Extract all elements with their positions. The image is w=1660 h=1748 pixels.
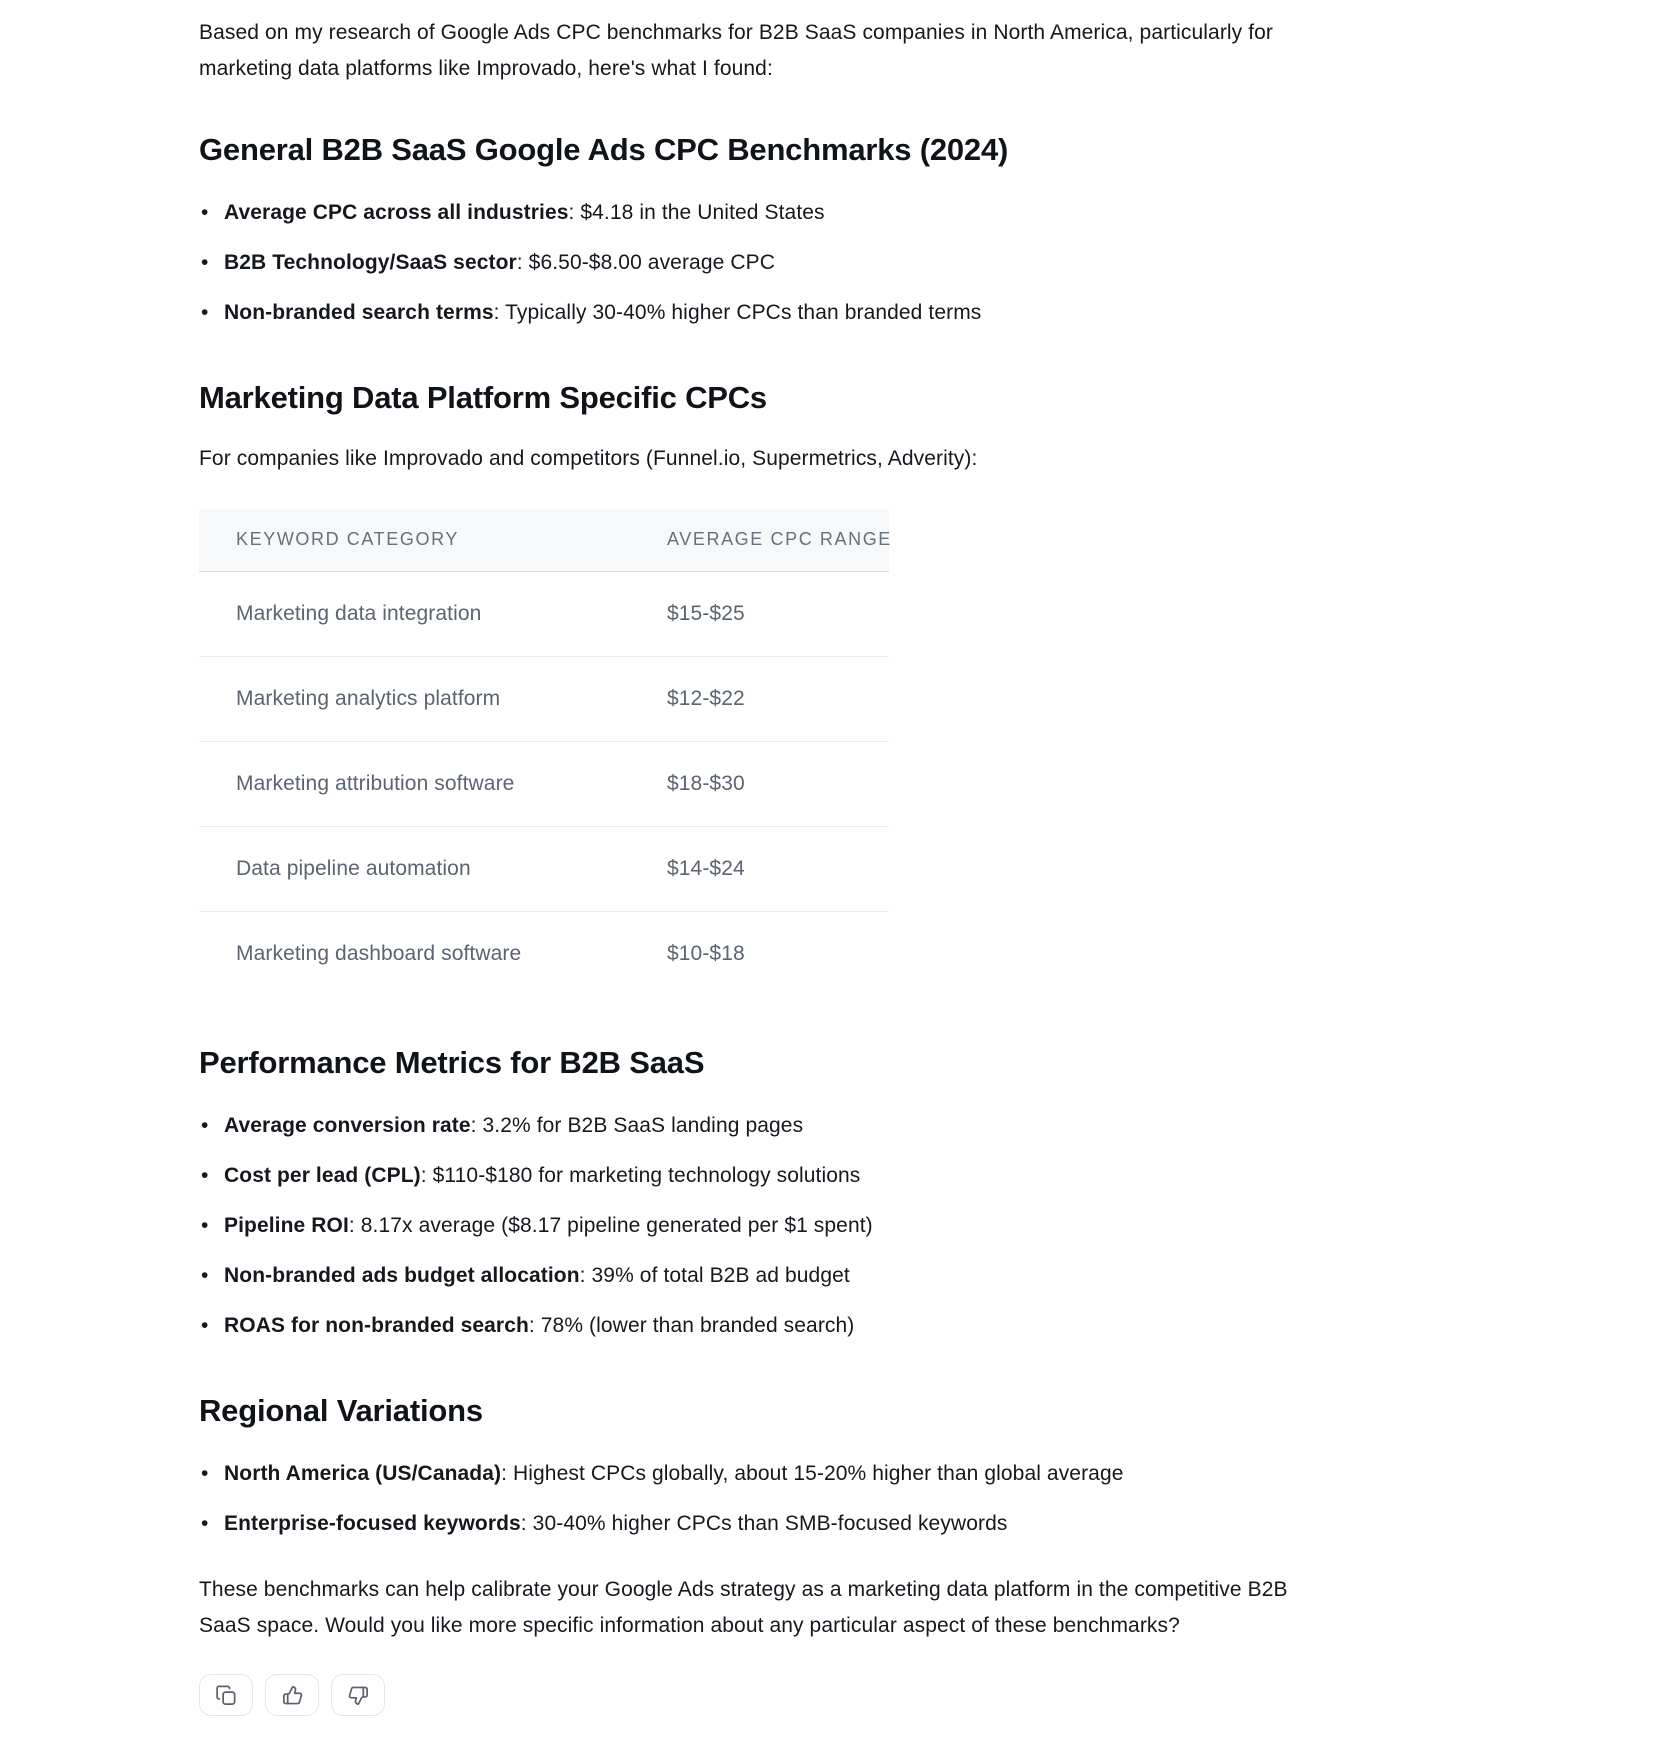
- list-item: [199, 1258, 1329, 1294]
- heading-regional-variations: Regional Variations: [199, 1393, 483, 1428]
- list-item: [199, 1208, 1329, 1244]
- table-row: [199, 571, 889, 656]
- list-item-label: Enterprise-focused keywords: [224, 1512, 521, 1535]
- list-item-text: : 39% of total B2B ad budget: [579, 1264, 850, 1287]
- list-item: [199, 1456, 1329, 1492]
- category-cell: Marketing attribution software: [199, 741, 630, 826]
- cpc-cell: $12-$22: [630, 656, 889, 741]
- list-item-label: North America (US/Canada): [224, 1462, 502, 1485]
- table-header-cpc-range: AVERAGE CPC RANGE: [630, 509, 889, 571]
- platform-lead-paragraph: For companies like Improvado and competitors (Funnel.io, Supermetrics, Adverity):: [199, 447, 978, 470]
- closing-paragraph: These benchmarks can help calibrate your Google Ads strategy as a marketing data platform in the competitive B2B SaaS space. Would you like more specific information about any particular aspect of these benchmarks?: [199, 1578, 1288, 1637]
- thumbs-down-icon: [347, 1684, 370, 1707]
- thumbs-up-icon: [281, 1684, 304, 1707]
- list-item-label: Non-branded ads budget allocation: [224, 1264, 580, 1287]
- list-item-label: Average CPC across all industries: [224, 201, 569, 224]
- list-item-text: : $6.50-$8.00 average CPC: [516, 251, 775, 274]
- intro-paragraph: Based on my research of Google Ads CPC benchmarks for B2B SaaS companies in North America, particularly for marketing data platforms like Improvado, here's what I found:: [199, 21, 1274, 80]
- cpc-table: [199, 509, 892, 996]
- list-item: [199, 245, 1329, 281]
- performance-metrics-list: [199, 1108, 1329, 1344]
- heading-platform-cpcs: Marketing Data Platform Specific CPCs: [199, 380, 767, 415]
- table-row: [199, 911, 889, 996]
- list-item: [199, 195, 1329, 231]
- list-item-label: Pipeline ROI: [224, 1214, 349, 1237]
- list-item-text: : 30-40% higher CPCs than SMB-focused keywords: [520, 1512, 1008, 1535]
- cpc-cell: $18-$30: [630, 741, 889, 826]
- category-cell: Marketing dashboard software: [236, 941, 522, 965]
- copy-icon: [215, 1684, 238, 1707]
- list-item-text: : Highest CPCs globally, about 15-20% higher than global average: [501, 1462, 1124, 1485]
- category-cell: Marketing analytics platform: [199, 656, 630, 741]
- heading-general-benchmarks: General B2B SaaS Google Ads CPC Benchmarks (2024): [199, 132, 1009, 167]
- thumbs-down-button[interactable]: [331, 1674, 385, 1716]
- list-item: [199, 1158, 1329, 1194]
- list-item: [199, 1108, 1329, 1144]
- message-content: [199, 15, 1329, 1716]
- cpc-cell: $10-$18: [667, 941, 745, 965]
- heading-performance-metrics: Performance Metrics for B2B SaaS: [199, 1045, 705, 1080]
- list-item-label: B2B Technology/SaaS sector: [224, 251, 517, 274]
- general-benchmarks-list: [199, 195, 1329, 331]
- copy-button[interactable]: [199, 1674, 253, 1716]
- cpc-table-body: [199, 571, 889, 996]
- cpc-cell: $14-$24: [630, 826, 889, 911]
- list-item: [199, 1506, 1329, 1542]
- category-cell: Marketing data integration: [199, 571, 630, 656]
- regional-variations-list: [199, 1456, 1329, 1542]
- cpc-table-head: [199, 509, 892, 571]
- table-header-row: [199, 509, 889, 571]
- list-item-text: : $4.18 in the United States: [568, 201, 825, 224]
- list-item-label: Cost per lead (CPL): [224, 1164, 421, 1187]
- thumbs-up-button[interactable]: [265, 1674, 319, 1716]
- table-row: [199, 741, 889, 826]
- list-item-text: : 78% (lower than branded search): [528, 1314, 855, 1337]
- list-item-label: ROAS for non-branded search: [224, 1314, 529, 1337]
- list-item-text: : Typically 30-40% higher CPCs than branded terms: [493, 301, 982, 324]
- list-item: [199, 1308, 1329, 1344]
- list-item-text: : 3.2% for B2B SaaS landing pages: [470, 1114, 804, 1137]
- list-item-label: Average conversion rate: [224, 1114, 471, 1137]
- table-row: [199, 656, 889, 741]
- cpc-cell: $15-$25: [630, 571, 889, 656]
- message-action-bar: [199, 1674, 1329, 1716]
- category-cell: Data pipeline automation: [199, 826, 630, 911]
- list-item: [199, 295, 1329, 331]
- table-header-keyword-category: KEYWORD CATEGORY: [199, 509, 630, 571]
- list-item-label: Non-branded search terms: [224, 301, 494, 324]
- list-item-text: : 8.17x average ($8.17 pipeline generated per $1 spent): [348, 1214, 873, 1237]
- list-item-text: : $110-$180 for marketing technology solutions: [420, 1164, 861, 1187]
- table-row: [199, 826, 889, 911]
